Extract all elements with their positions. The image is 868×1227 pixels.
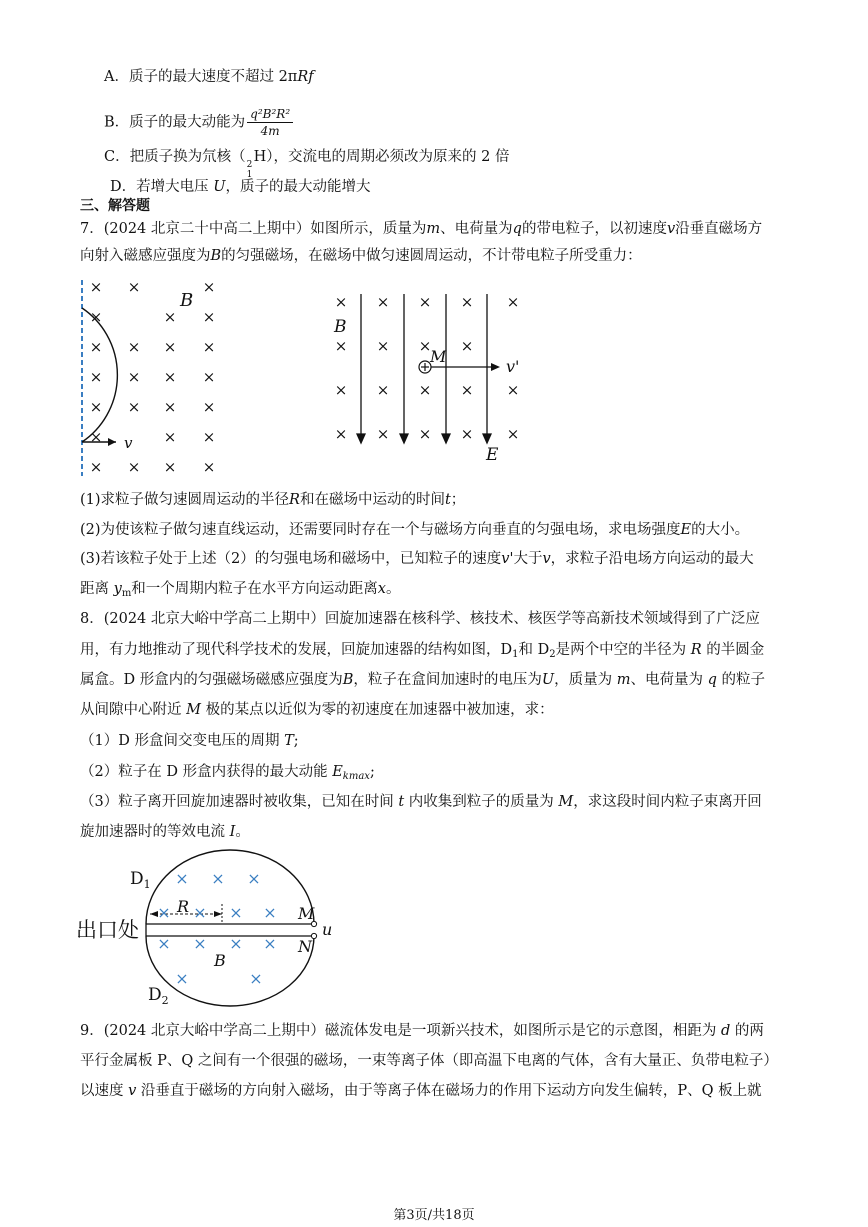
svg-text:×: × <box>163 428 177 446</box>
svg-text:×: × <box>175 869 189 888</box>
svg-text:×: × <box>89 428 103 446</box>
svg-text:×: × <box>202 458 216 476</box>
q7-figure-semicircle <box>74 276 234 481</box>
q8-line3: 属盒。D 形盒内的匀强磁场磁感应强度为B，粒子在盒间加速时的电压为U，质量为 m、电荷量为 q 的粒子 <box>80 672 765 688</box>
svg-text:×: × <box>418 337 432 355</box>
terminal-m-label: M <box>298 904 315 923</box>
q7-figure-crossed-fields <box>328 290 528 465</box>
field-label-b: B <box>334 317 347 337</box>
q7-part3-line2: 距离 $y_m$和一个周期内粒子在水平方向运动距离x。 <box>80 581 401 599</box>
svg-text:×: × <box>89 278 103 296</box>
svg-text:×: × <box>249 969 263 988</box>
svg-text:×: × <box>376 425 390 443</box>
q8-sub2: （2）粒子在 D 形盒内获得的最大动能 $E_{kmax}$; <box>80 764 375 782</box>
svg-text:×: × <box>127 368 141 386</box>
q7-part2: (2)为使该粒子做匀速直线运动，还需要同时存在一个与磁场方向垂直的匀强电场，求电场强度E的大小。 <box>80 522 750 538</box>
section-title: 三、解答题 <box>80 198 150 214</box>
option-b: B．质子的最大动能为 $\frac{\text{q²B²R²}}{4m}$ <box>104 106 295 139</box>
svg-text:×: × <box>506 293 520 311</box>
svg-text:×: × <box>163 308 177 326</box>
svg-text:×: × <box>163 458 177 476</box>
svg-text:×: × <box>418 293 432 311</box>
svg-text:×: × <box>460 337 474 355</box>
q9-line3: 以速度 v 沿垂直于磁场的方向射入磁场，由于等离子体在磁场力的作用下运动方向发生偏转，P、Q 板上就 <box>80 1083 762 1099</box>
svg-text:×: × <box>89 398 103 416</box>
q8-line2: 用，有力地推动了现代科学技术的发展，回旋加速器的结构如图，$D_1$和 $D_2$是两个中空的半径为 R 的半圆金 <box>80 642 765 660</box>
q8-sub3-line1: （3）粒子离开回旋加速器时被收集，已知在时间 t 内收集到粒子的质量为 M，求这段时间内粒子束离开回 <box>80 794 762 810</box>
point-label-m: M <box>430 347 447 366</box>
velocity-label: v <box>124 434 133 452</box>
field-label-b: B <box>214 951 226 970</box>
svg-text:×: × <box>376 337 390 355</box>
q7-part3-line1: (3)若该粒子处于上述（2）的匀强电场和磁场中，已知粒子的速度v'大于v，求粒子沿电场方向运动的最大 <box>80 551 754 567</box>
q7-line2: 向射入磁感应强度为B的匀强磁场，在磁场中做匀速圆周运动，不计带电粒子所受重力： <box>80 248 642 264</box>
svg-text:×: × <box>334 425 348 443</box>
q7-part1: (1)求粒子做匀速圆周运动的半径R和在磁场中运动的时间t； <box>80 492 466 508</box>
fraction: $\frac{\text{q²B²R²}}{4m}$ <box>247 106 293 139</box>
q8-line4: 从间隙中心附近 M 极的某点以近似为零的初速度在加速器中被加速，求： <box>80 702 554 718</box>
svg-text:×: × <box>175 969 189 988</box>
svg-text:×: × <box>247 869 261 888</box>
svg-text:×: × <box>460 381 474 399</box>
svg-text:×: × <box>334 337 348 355</box>
svg-text:×: × <box>460 425 474 443</box>
svg-text:×: × <box>376 293 390 311</box>
q8-figure-cyclotron <box>74 848 364 1013</box>
svg-text:×: × <box>229 903 243 922</box>
svg-text:×: × <box>89 308 103 326</box>
svg-text:×: × <box>89 338 103 356</box>
radius-label: R <box>177 897 190 916</box>
option-d: D．若增大电压 U，质子的最大动能增大 <box>110 179 371 195</box>
q8-sub1: （1）D 形盒间交变电压的周期 T; <box>80 733 299 749</box>
svg-text:×: × <box>127 338 141 356</box>
d2-label: $D_2$ <box>148 985 169 1007</box>
voltage-label: u <box>322 920 333 939</box>
svg-text:×: × <box>89 458 103 476</box>
svg-text:×: × <box>157 903 171 922</box>
svg-text:×: × <box>202 428 216 446</box>
svg-text:×: × <box>376 381 390 399</box>
svg-text:×: × <box>193 934 207 953</box>
svg-text:×: × <box>460 293 474 311</box>
velocity-label: v' <box>506 357 520 376</box>
svg-text:×: × <box>202 308 216 326</box>
q9-line2: 平行金属板 P、Q 之间有一个很强的磁场，一束等离子体（即高温下电离的气体，含有大量正、负带电粒子） <box>80 1053 778 1069</box>
svg-text:×: × <box>263 903 277 922</box>
svg-text:×: × <box>193 903 207 922</box>
field-label-e: E <box>486 445 499 465</box>
svg-text:×: × <box>229 934 243 953</box>
d1-label: $D_1$ <box>130 869 151 891</box>
svg-text:×: × <box>157 934 171 953</box>
svg-text:×: × <box>263 934 277 953</box>
svg-text:×: × <box>506 381 520 399</box>
svg-text:×: × <box>506 425 520 443</box>
svg-text:×: × <box>163 368 177 386</box>
svg-text:×: × <box>418 381 432 399</box>
exit-label: 出口处 <box>76 918 139 942</box>
q8-line1: 8．(2024 北京大峪中学高二上期中）回旋加速器在核科学、核技术、核医学等高新技术领域得到了广泛应 <box>80 611 760 627</box>
field-label-b: B <box>180 290 194 311</box>
terminal-n-label: N <box>298 937 312 956</box>
svg-text:×: × <box>334 381 348 399</box>
svg-text:×: × <box>202 338 216 356</box>
q8-sub3-line2: 旋加速器时的等效电流 I。 <box>80 824 250 840</box>
q7-line1: 7．(2024 北京二十中高二上期中）如图所示，质量为m、电荷量为q的带电粒子，以初速度v沿垂直磁场方 <box>80 221 763 237</box>
svg-text:×: × <box>89 368 103 386</box>
svg-text:×: × <box>163 398 177 416</box>
svg-text:×: × <box>211 869 225 888</box>
svg-text:×: × <box>127 458 141 476</box>
svg-text:×: × <box>202 398 216 416</box>
option-c: C．把质子换为氘核（ 2 1 H），交流电的周期必须改为原来的 2 倍 <box>104 149 510 180</box>
svg-text:×: × <box>127 398 141 416</box>
svg-text:×: × <box>163 338 177 356</box>
q9-line1: 9．(2024 北京大峪中学高二上期中）磁流体发电是一项新兴技术，如图所示是它的示意图，相距为 d 的两 <box>80 1023 764 1039</box>
svg-text:×: × <box>127 278 141 296</box>
page-footer: 第3页/共18页 <box>393 1208 475 1223</box>
option-a: A．质子的最大速度不超过 2πRf <box>104 69 314 85</box>
svg-text:×: × <box>418 425 432 443</box>
svg-text:×: × <box>334 293 348 311</box>
svg-text:×: × <box>202 278 216 296</box>
svg-text:×: × <box>202 368 216 386</box>
